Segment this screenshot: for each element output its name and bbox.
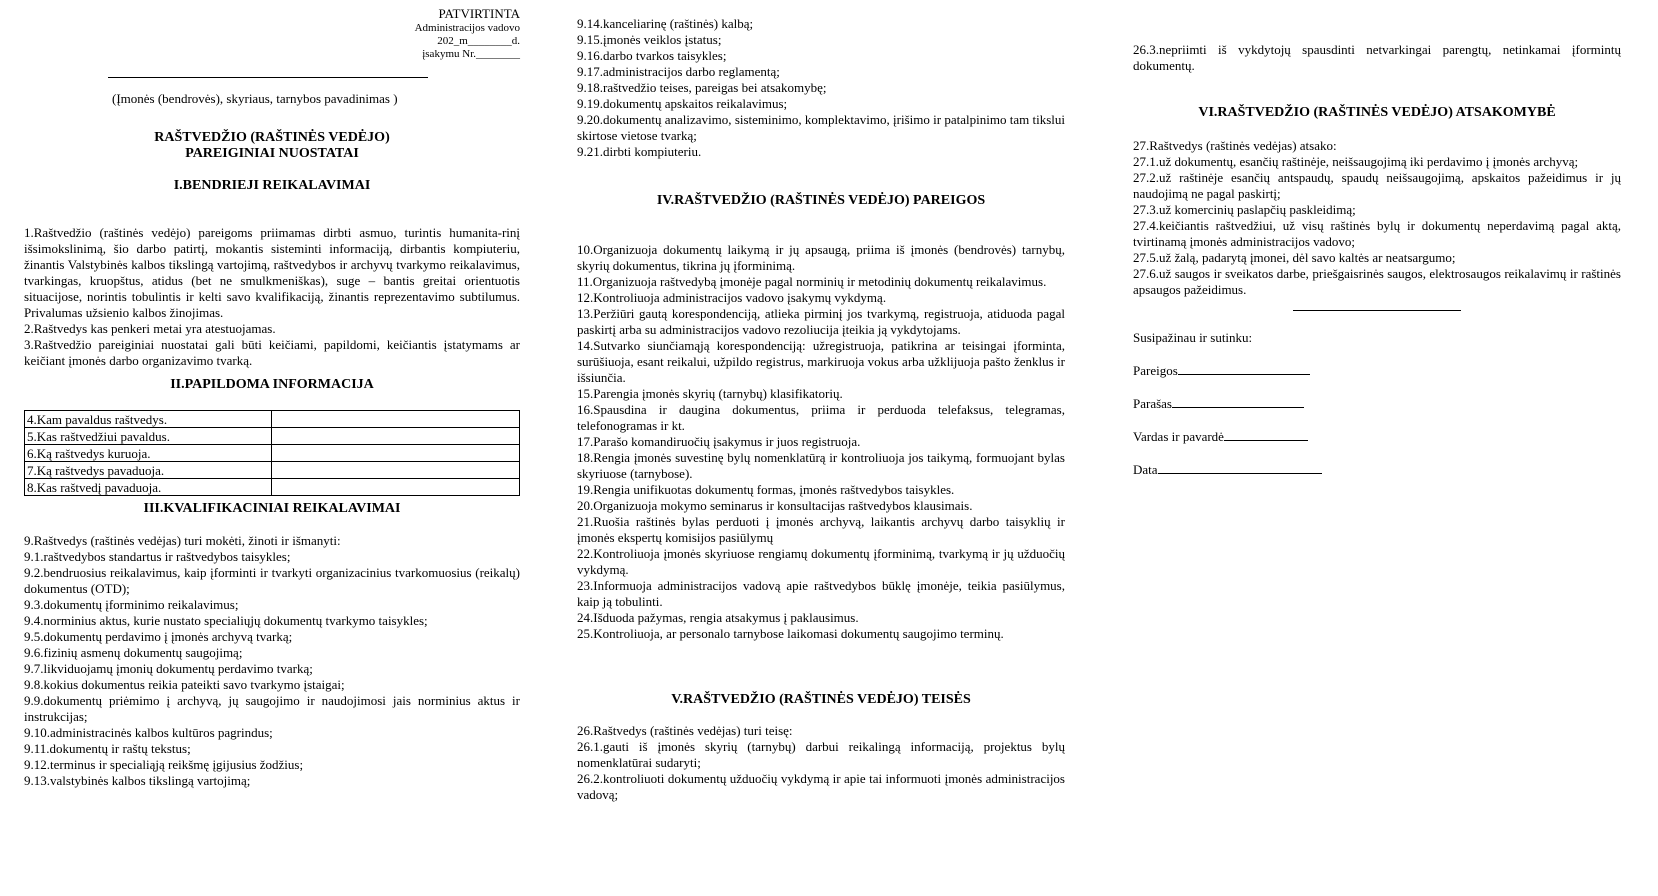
date-field [1133, 461, 1621, 478]
list-item: 9.13.valstybinės kalbos tikslingą vartojimą; [24, 773, 251, 788]
approval-line-1: Administracijos vadovo [414, 22, 520, 34]
paragraph-3: 3.Raštvedžio pareiginiai nuostatai gali būti keičiami, papildomi, keičiantis įstatymams ar keičiant įmonės darbo organizavimo tvarką. [24, 337, 520, 368]
list-item: 27.4.keičiantis raštvedžiui, už visų raštinės bylų ir dokumentų neperdavimą pagal aktą, tvirtinamą įmonės administracijos vadovo; [1133, 218, 1621, 249]
section-6-list [1133, 138, 1621, 298]
table-row [25, 445, 520, 462]
list-item: 9.Raštvedys (raštinės vedėjas) turi mokėti, žinoti ir išmanyti: [24, 533, 341, 548]
list-item: 9.7.likviduojamų įmonių dokumentų perdavimo tvarką; [24, 661, 313, 676]
name-line [1224, 428, 1308, 441]
list-item: 26.Raštvedys (raštinės vedėjas) turi teisę: [577, 723, 793, 738]
list-item: 11.Organizuoja raštvedybą įmonėje pagal norminių ir metodinių dokumentų reikalavimus. [577, 274, 1047, 289]
list-item: 9.14.kanceliarinę (raštinės) kalbą; [577, 16, 754, 31]
list-item: 18.Rengia įmonės suvestinę bylų nomenklatūrą ir kontroliuoja jos taikymą, formuojant bylas skyriuose (tarnybose). [577, 450, 1065, 481]
list-item: 9.1.raštvedybos standartus ir raštvedybos taisykles; [24, 549, 291, 564]
section-4-heading: IV.RAŠTVEDŽIO (RAŠTINĖS VEDĖJO) PAREIGOS [656, 193, 986, 208]
list-item: 26.1.gauti iš įmonės skyrių (tarnybų) darbui reikalingą informaciją, projektus bylų nomenklatūrai sudaryti; [577, 739, 1065, 770]
table-cell: 6.Ką raštvedys kuruoja. [25, 445, 272, 462]
list-item: 10.Organizuoja dokumentų laikymą ir jų apsaugą, priima iš įmonės (bendrovės) tarnybų, skyrių dokumentus, tikrina jų įforminimą. [577, 242, 1065, 273]
list-item: 9.3.dokumentų įforminimo reikalavimus; [24, 597, 239, 612]
date-line [1158, 461, 1322, 474]
approval-line-2: 202_m________d. [437, 35, 520, 47]
list-item: 9.11.dokumentų ir raštų tekstus; [24, 741, 191, 756]
list-item: 9.8.kokius dokumentus reikia pateikti savo tvarkymo įstaigai; [24, 677, 345, 692]
list-item: 27.Raštvedys (raštinės vedėjas) atsako: [1133, 138, 1337, 153]
table-row [25, 411, 520, 428]
paragraph-1: 1.Raštvedžio (raštinės vedėjo) pareigoms priimamas dirbti asmuo, turintis humanita-rinį išsimokslinimą, šio darbo patirtį, mokantis sisteminti informaciją, dirbantis kompiuteriu, žinantis Valstybinės kalbos tikslingą vartojimą, raštvedybos ir archyvų tvarkymo reikalavimus, tvarkingas, kruopštus, atidus (bet ne smulkmeniškas), suge – bantis greitai orientuotis situacijose, norintis tobulintis ir kelti savo kvalifikaciją, žinantis reprezentavimo subtilumus. Privalumas užsienio kalbos žinojimas. [24, 225, 520, 320]
table-cell-empty [272, 428, 520, 445]
list-item: 13.Peržiūri gautą korespondenciją, atlieka pirminį jos tvarkymą, registruoja, atiduoda pagal paskirtį arba su administracijos vadovo rezoliucija įteikia ją vykdytojams. [577, 306, 1065, 337]
info-table [24, 410, 520, 496]
table-cell-empty [272, 462, 520, 479]
position-label: Pareigos [1133, 363, 1178, 378]
section-1-heading: I.BENDRIEJI REIKALAVIMAI [173, 178, 371, 193]
list-item: 9.16.darbo tvarkos taisykles; [577, 48, 727, 63]
list-item: 27.3.už komercinių paslapčių paskleidimą; [1133, 202, 1356, 217]
list-item: 9.4.norminius aktus, kurie nustato specialiųjų dokumentų tvarkymo taisykles; [24, 613, 428, 628]
position-line [1178, 362, 1310, 375]
name-label: Vardas ir pavardė [1133, 429, 1224, 444]
signature-field [1133, 395, 1621, 412]
list-item: 9.17.administracijos darbo reglamentą; [577, 64, 780, 79]
signoff-block [1133, 330, 1621, 478]
list-item: 20.Organizuoja mokymo seminarus ir konsultacijas raštvedybos klausimais. [577, 498, 973, 513]
list-item: 27.5.už žalą, padarytą įmonei, dėl savo kaltės ar neatsargumo; [1133, 250, 1456, 265]
list-item: 26.2.kontroliuoti dokumentų užduočių vykdymą ir apie tai informuoti įmonės administracijos vadovą; [577, 771, 1065, 802]
list-item: 15.Parengia įmonės skyrių (tarnybų) klasifikatorių. [577, 386, 843, 401]
list-item: 9.10.administracinės kalbos kultūros pagrindus; [24, 725, 273, 740]
list-item: 25.Kontroliuoja, ar personalo tarnybose laikomasi dokumentų saugojimo terminų. [577, 626, 1004, 641]
table-row [25, 479, 520, 496]
list-item: 9.19.dokumentų apskaitos reikalavimus; [577, 96, 788, 111]
approval-line-3: įsakymu Nr.________ [422, 48, 520, 60]
list-item: 21.Ruošia raštinės bylas perduoti į įmonės archyvą, laikantis archyvų darbo taisyklių ir įmonės ekspertų komisijos pasiūlymų [577, 514, 1065, 545]
doc-title-line-2: PAREIGINIAI NUOSTATAI [185, 146, 359, 161]
name-field [1133, 428, 1621, 445]
list-item: 9.5.dokumentų perdavimo į įmonės archyvą tvarką; [24, 629, 293, 644]
list-item: 22.Kontroliuoja įmonės skyriuose rengiamų dokumentų įforminimą, tvarkymą ir jų užduočių vykdymą. [577, 546, 1065, 577]
list-item: 9.6.fizinių asmenų dokumentų saugojimą; [24, 645, 243, 660]
section-6-heading: VI.RAŠTVEDŽIO (RAŠTINĖS VEDĖJO) ATSAKOMYBĖ [1198, 105, 1556, 120]
section-5-list-part-1 [577, 723, 1065, 803]
list-item: 16.Spausdina ir daugina dokumentus, priima ir perduoda telefaksus, telegramas, telefonogramas ir kt. [577, 402, 1065, 433]
list-item: 24.Išduoda pažymas, rengia atsakymus į paklausimus. [577, 610, 859, 625]
list-item: 17.Parašo komandiruočių įsakymus ir juos registruoja. [577, 434, 861, 449]
table-cell-empty [272, 479, 520, 496]
approval-title: PATVIRTINTA [438, 6, 520, 21]
signature-label: Parašas [1133, 396, 1172, 411]
paragraph-2: 2.Raštvedys kas penkeri metai yra atestuojamas. [24, 321, 276, 336]
list-item: 9.2.bendruosius reikalavimus, kaip įforminti ir tvarkyti organizacinius tvarkomuosius (reikalų) dokumentus (OTD); [24, 565, 520, 596]
section-2-heading: II.PAPILDOMA INFORMACIJA [170, 377, 374, 392]
table-cell: 7.Ką raštvedys pavaduoja. [25, 462, 272, 479]
list-item: 9.21.dirbti kompiuteriu. [577, 144, 702, 159]
list-item: 27.1.už dokumentų, esančių raštinėje, neišsaugojimą iki perdavimo į įmonės archyvą; [1133, 154, 1579, 169]
section-3-list-part-1 [24, 533, 520, 789]
section-5-heading: V.RAŠTVEDŽIO (RAŠTINĖS VEDĖJO) TEISĖS [671, 692, 971, 707]
list-item: 9.9.dokumentų priėmimo į archyvą, jų saugojimo ir naudojimosi jais norminius aktus ir instrukcijas; [24, 693, 520, 724]
table-cell-empty [272, 445, 520, 462]
list-item: 27.2.už raštinėje esančių antspaudų, spaudų neišsaugojimą, apskaitos pažeidimus ir jų naudojimą ne pagal paskirtį; [1133, 170, 1621, 201]
list-item: 19.Rengia unifikuotas dokumentų formas, įmonės raštvedybos taisykles. [577, 482, 955, 497]
table-row [25, 428, 520, 445]
list-item: 9.20.dokumentų analizavimo, sisteminimo, komplektavimo, įrišimo ir patalpinimo tam tikslui skirtose vietose tvarką; [577, 112, 1065, 143]
table-cell: 8.Kas raštvedį pavaduoja. [25, 479, 272, 496]
date-label: Data [1133, 462, 1158, 477]
company-name-caption: (Įmonės (bendrovės), skyriaus, tarnybos pavadinimas ) [112, 91, 398, 106]
document-title [24, 130, 520, 162]
list-item: 12.Kontroliuoja administracijos vadovo įsakymų vykdymą. [577, 290, 887, 305]
divider-line [1293, 310, 1461, 311]
section-3-list-part-2 [577, 16, 1065, 160]
doc-title-line-1: RAŠTVEDŽIO (RAŠTINĖS VEDĖJO) [154, 130, 390, 145]
list-item: 9.15.įmonės veiklos įstatus; [577, 32, 722, 47]
table-cell: 5.Kas raštvedžiui pavaldus. [25, 428, 272, 445]
position-field [1133, 362, 1621, 379]
section-1-body [24, 225, 520, 369]
table-row [25, 462, 520, 479]
table-cell: 4.Kam pavaldus raštvedys. [25, 411, 272, 428]
list-item: 26.3.nepriimti iš vykdytojų spausdinti netvarkingai parengtų, netinkamai įformintų dokumentų. [1133, 42, 1621, 73]
agree-text: Susipažinau ir sutinku: [1133, 330, 1253, 345]
section-3-heading: III.KVALIFIKACINIAI REIKALAVIMAI [143, 501, 401, 516]
list-item: 27.6.už saugos ir sveikatos darbe, priešgaisrinės saugos, elektrosaugos reikalavimų ir raštinės apsaugos pažeidimus. [1133, 266, 1621, 297]
list-item: 9.12.terminus ir specialiąją reikšmę įgijusius žodžius; [24, 757, 304, 772]
list-item: 9.18.raštvedžio teises, pareigas bei atsakomybę; [577, 80, 827, 95]
section-5-list-part-2 [1133, 42, 1621, 74]
signature-line [1172, 395, 1304, 408]
table-cell-empty [272, 411, 520, 428]
section-4-list [577, 242, 1065, 642]
list-item: 14.Sutvarko siunčiamąją korespondenciją: užregistruoja, patikrina ar teisingai įforminta, surūšiuoja, esant reikalui, užpildo registrus, markiruoja vokus arba užklijuoja pašto ženklus ir išsiunčia. [577, 338, 1065, 385]
list-item: 23.Informuoja administracijos vadovą apie raštvedybos būklę įmonėje, teikia pasiūlymus, kaip ją tobulinti. [577, 578, 1065, 609]
company-name-line [108, 77, 428, 78]
approval-block [402, 6, 520, 61]
